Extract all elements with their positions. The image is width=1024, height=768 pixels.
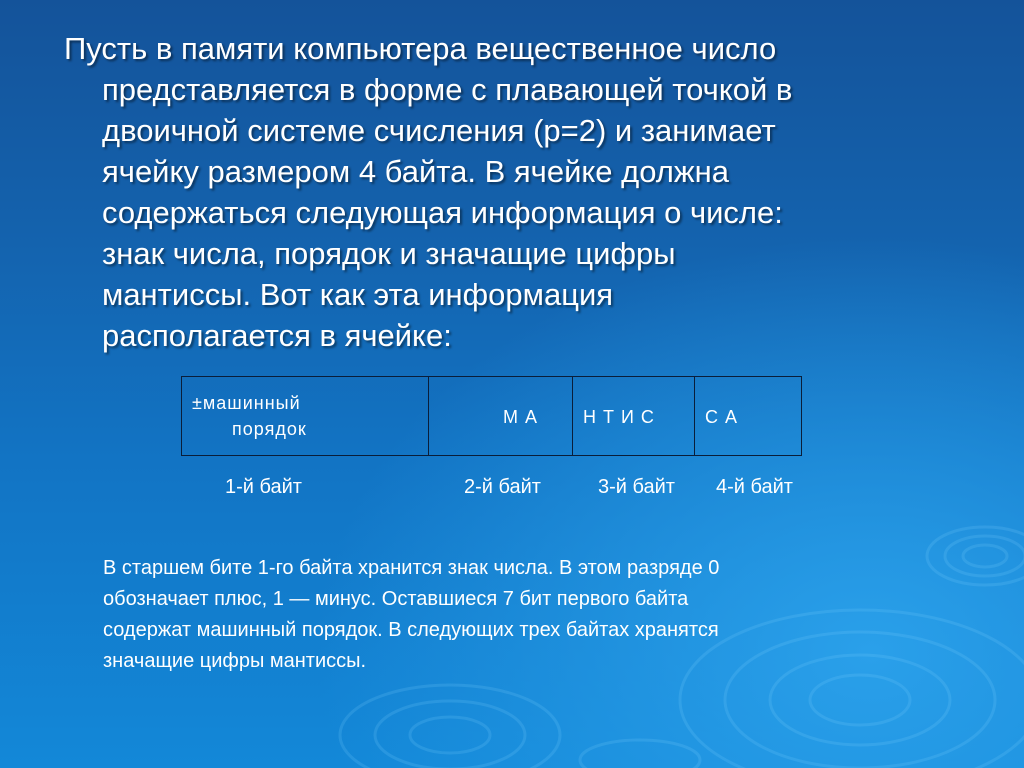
byte-label-1: 1-й байт (225, 476, 302, 498)
table-cell-byte-4 (695, 377, 801, 455)
byte-label-4: 4-й байт (716, 476, 793, 498)
cell3-text: Н Т И С (583, 407, 655, 427)
explanation-paragraph (103, 553, 923, 677)
explanation-line-3: содержат машинный порядок. В следующих трех байтах хранятся (103, 619, 719, 641)
memory-cell-table (181, 376, 802, 456)
table-cell-byte-3 (573, 377, 695, 455)
bullet-line-7: мантиссы. Вот как эта информация (102, 277, 614, 312)
bullet-line-5: содержаться следующая информация о числе: (102, 195, 783, 230)
bullet-line-4: ячейку размером 4 байта. В ячейке должна (102, 154, 729, 189)
bullet-line-3: двоичной системе счисления (р=2) и занимает (102, 113, 776, 148)
byte-label-3: 3-й байт (598, 476, 675, 498)
cell2-text: М А (503, 407, 539, 427)
bullet-line-8: располагается в ячейке: (102, 318, 452, 353)
byte-label-2: 2-й байт (464, 476, 541, 498)
cell1-line-2: порядок (232, 419, 307, 439)
bullet-line-1: Пусть в памяти компьютера вещественное число (64, 31, 777, 66)
table-cell-byte-1 (182, 377, 429, 455)
bullet-line-6: знак числа, порядок и значащие цифры (102, 236, 676, 271)
table-cell-byte-2 (429, 377, 573, 455)
cell4-text: С А (705, 407, 739, 427)
explanation-line-4: значащие цифры мантиссы. (103, 650, 367, 672)
bullet-line-2: представляется в форме с плавающей точкой в (102, 72, 793, 107)
explanation-line-1: В старшем бите 1-го байта хранится знак числа. В этом разряде 0 (103, 557, 720, 579)
cell1-line-1: ±машинный (192, 393, 301, 413)
explanation-line-2: обозначает плюс, 1 — минус. Оставшиеся 7 бит первого байта (103, 588, 689, 610)
